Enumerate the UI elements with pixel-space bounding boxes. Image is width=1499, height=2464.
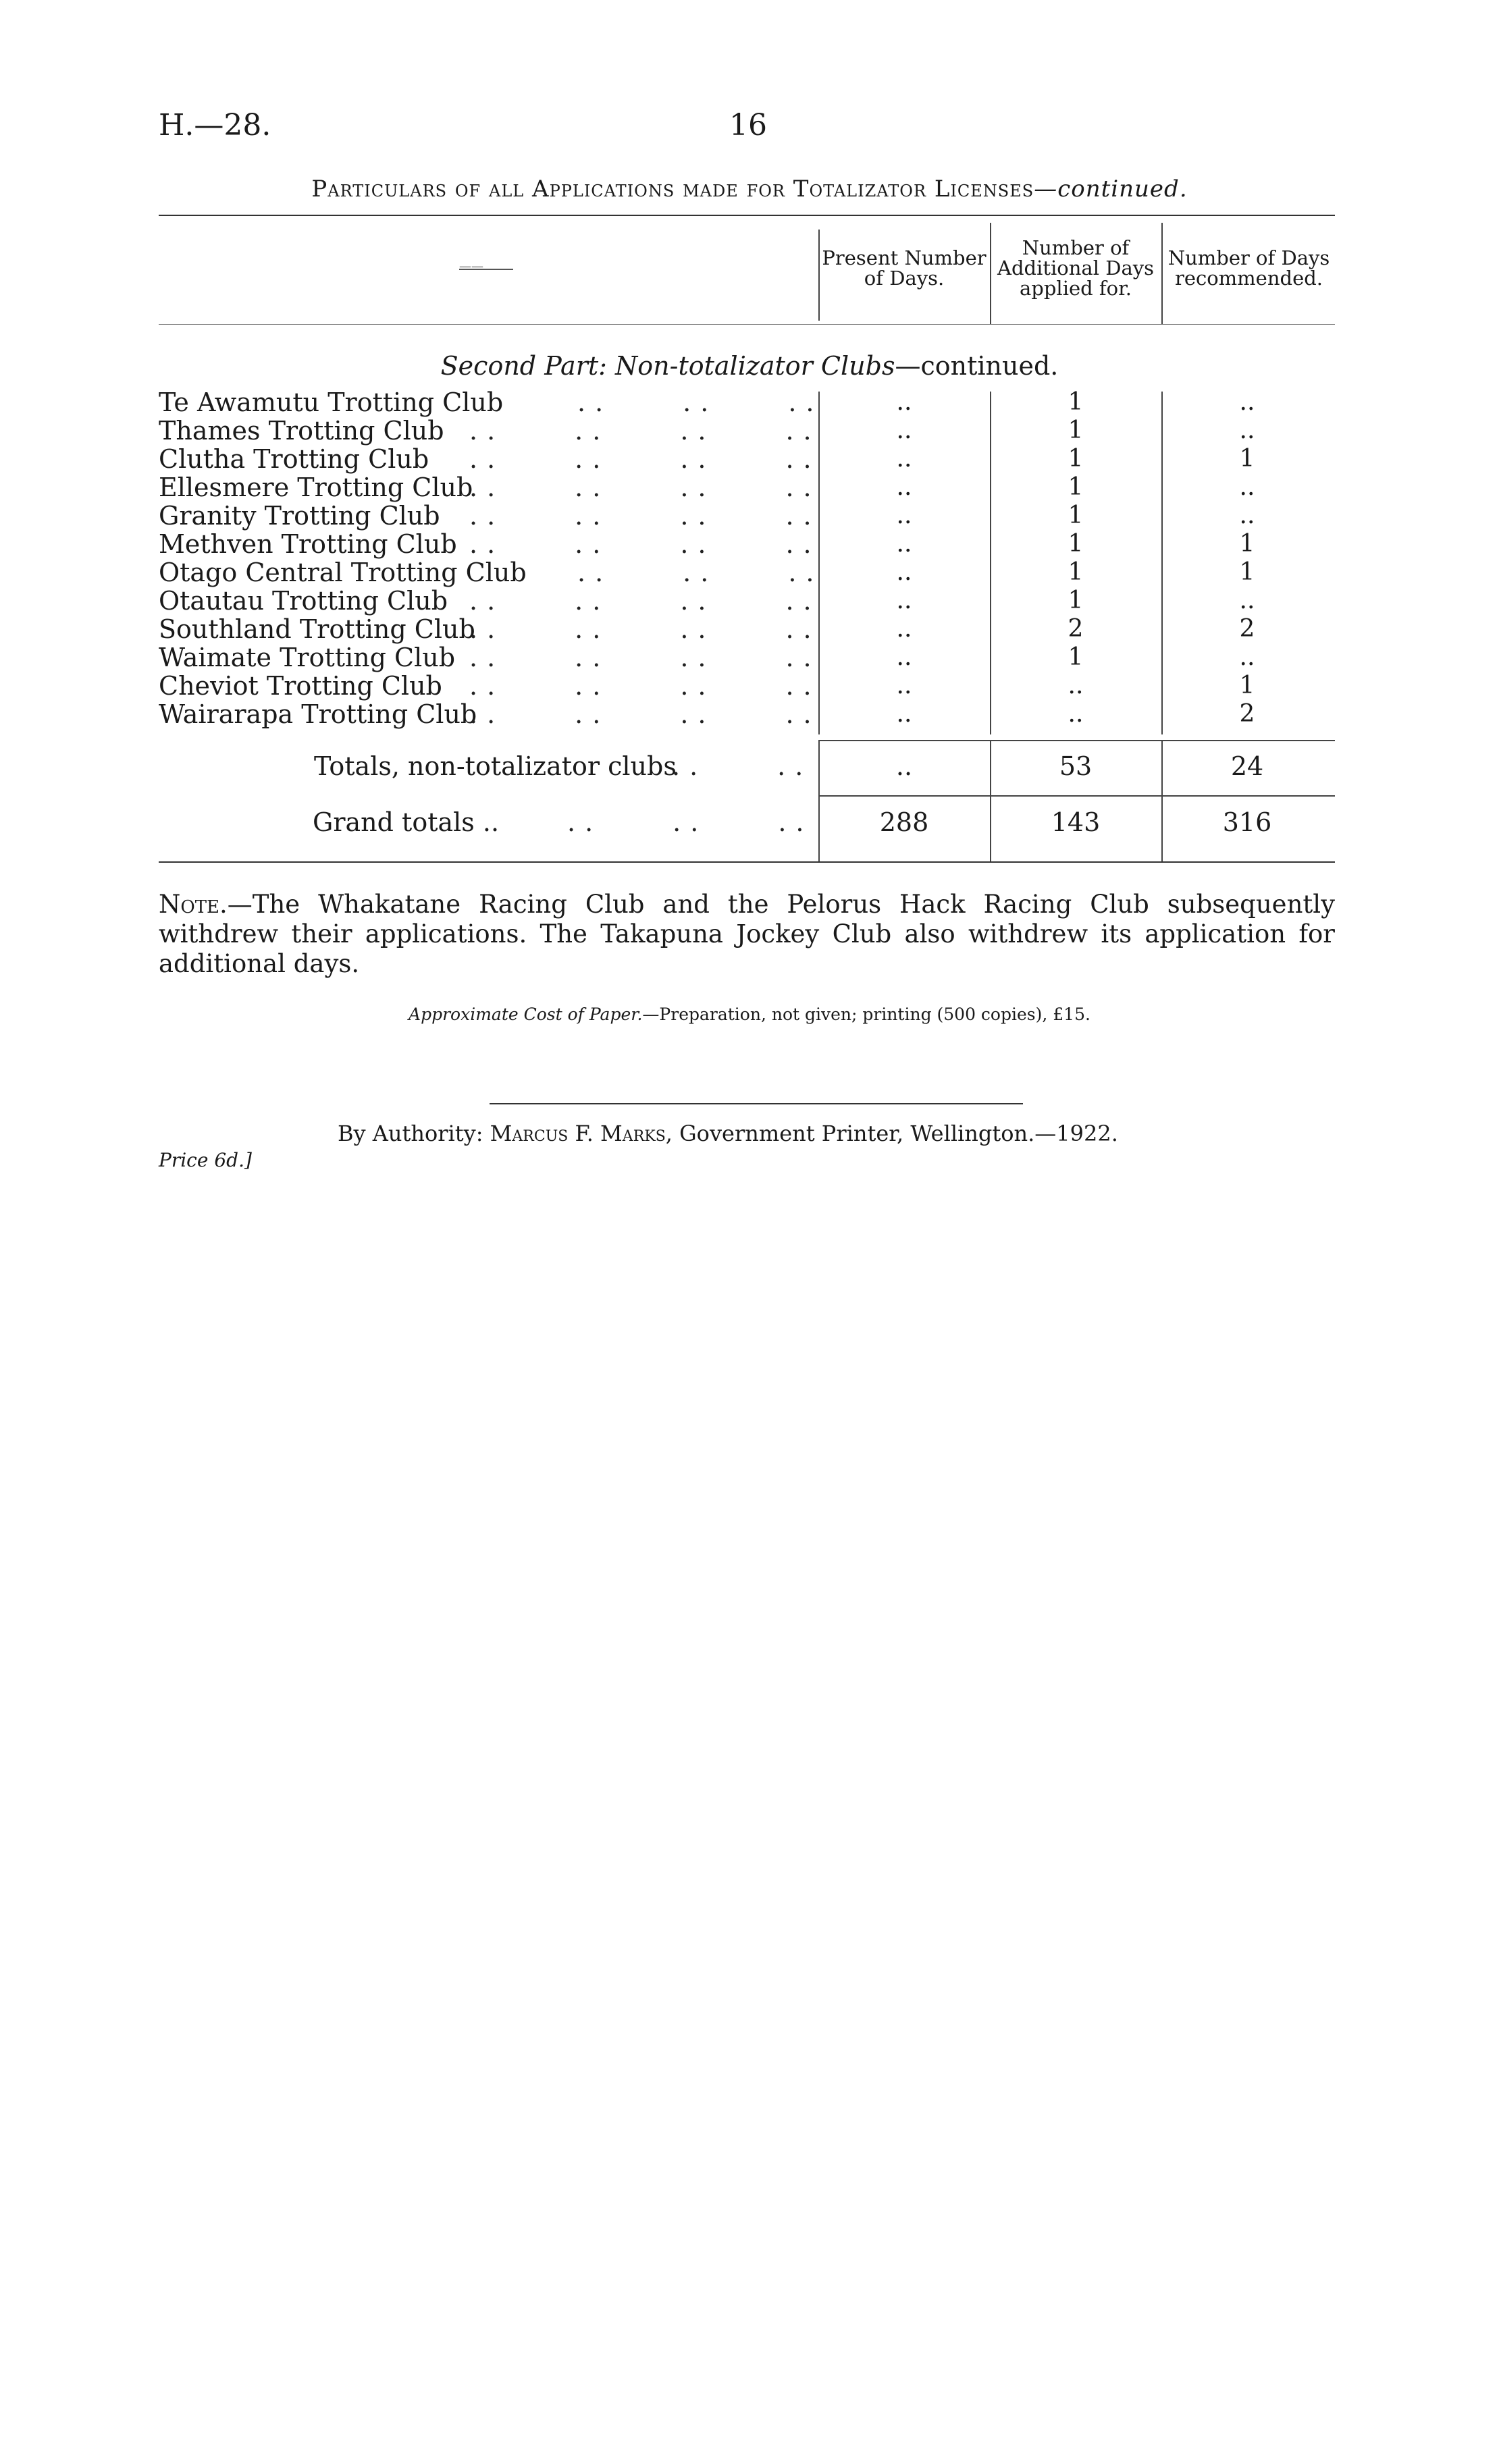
recommended-days: 2 [1239, 700, 1255, 728]
authority-suffix: , Government Printer, Wellington.—1922. [665, 1121, 1118, 1146]
dot-leader: .. .. .. .. [469, 586, 821, 616]
club-name: Thames Trotting Club [159, 416, 444, 446]
note-paragraph [159, 890, 1335, 979]
present-days: .. [896, 502, 912, 529]
present-days: .. [896, 530, 912, 558]
cost-of-paper [0, 1005, 1499, 1024]
grand-present: 288 [879, 807, 929, 837]
present-days: .. [896, 558, 912, 586]
imprint-rule [490, 1103, 1023, 1104]
present-days: .. [896, 417, 912, 444]
dot-leader: .. .. .. .. [469, 501, 821, 531]
column-header-recommended: Number of Days recommended. [1167, 246, 1330, 290]
totals-present: .. [895, 751, 913, 781]
column-header-additional: Number of Additional Days applied for. [997, 236, 1154, 300]
additional-days: 1 [1068, 388, 1084, 416]
present-days: .. [896, 615, 912, 643]
page-number: 16 [729, 108, 767, 142]
note-text: —The Whakatane Racing Club and the Pelorus Hack Racing Club subsequently withdrew their applications. The Takapuna Jockey Club also withdrew its application for additional days. [159, 890, 1335, 978]
dot-leader: .. .. .. .. [469, 529, 821, 559]
dot-leader: .. .. .. .. [469, 699, 821, 729]
authority-prefix: By Authority: [338, 1121, 483, 1146]
section-title-suffix: —continued. [895, 351, 1059, 381]
totals-additional: 53 [1059, 751, 1093, 781]
club-name: Cheviot Trotting Club [159, 671, 442, 701]
present-days: .. [896, 473, 912, 501]
present-days: .. [896, 700, 912, 728]
grand-recommended: 316 [1222, 807, 1272, 837]
section-title-italic: Second Part: Non-totalizator Clubs [440, 351, 895, 381]
table-bottom-rule [159, 861, 1335, 863]
recommended-days: .. [1239, 587, 1255, 614]
recommended-days: 1 [1239, 530, 1255, 558]
club-name: Southland Trotting Club [159, 614, 475, 644]
present-days: .. [896, 587, 912, 614]
totals-recommended: 24 [1230, 751, 1264, 781]
grand-additional: 143 [1051, 807, 1101, 837]
additional-days: .. [1068, 700, 1084, 728]
document-title [0, 176, 1499, 203]
recommended-days: .. [1239, 473, 1255, 501]
additional-days: 1 [1068, 558, 1084, 586]
column-header-present: Present Number of Days. [822, 246, 987, 290]
totals-label: Totals, non-totalizator clubs [314, 751, 677, 781]
additional-days: 1 [1068, 445, 1084, 473]
recommended-days: .. [1239, 643, 1255, 671]
dot-leader: .. .. .. .. [469, 643, 821, 672]
recommended-days: 2 [1239, 615, 1255, 643]
recommended-days: 1 [1239, 558, 1255, 586]
price: Price 6d.] [159, 1149, 252, 1171]
header-bottom-rule [159, 324, 1335, 325]
recommended-days: 1 [1239, 672, 1255, 699]
printer-name: Marcus F. Marks [490, 1121, 666, 1146]
recommended-days: 1 [1239, 445, 1255, 473]
printer-imprint [338, 1121, 1118, 1146]
cost-text: —Preparation, not given; printing (500 copies), £15. [642, 1005, 1090, 1024]
additional-days: 1 [1068, 502, 1084, 529]
note-lead: Note. [159, 890, 228, 919]
present-days: .. [896, 445, 912, 473]
additional-days: 1 [1068, 587, 1084, 614]
dot-leader: .. .. .. .. [469, 614, 821, 644]
dot-leader: .. .. .. .. [469, 444, 821, 474]
additional-days: 1 [1068, 643, 1084, 671]
club-name: Clutha Trotting Club [159, 444, 429, 474]
title-continued: —continued. [1034, 176, 1188, 203]
present-days: .. [896, 388, 912, 416]
dot-leader: .. .. .. [577, 558, 824, 587]
cost-label: Approximate Cost of Paper. [409, 1005, 643, 1024]
additional-days: 1 [1068, 473, 1084, 501]
dot-leader: .. .. [672, 751, 813, 781]
dot-leader: .. .. .. .. [469, 473, 821, 502]
recommended-days: .. [1239, 388, 1255, 416]
additional-days: .. [1068, 672, 1084, 699]
totals-top-rule [818, 740, 1335, 741]
present-days: .. [896, 643, 912, 671]
table-top-rule [159, 215, 1335, 216]
club-name: Wairarapa Trotting Club [159, 699, 477, 729]
dot-leader: .. .. .. .. [469, 671, 821, 701]
dot-leader: .. .. .. [577, 387, 824, 417]
club-name: Waimate Trotting Club [159, 643, 456, 672]
additional-days: 1 [1068, 417, 1084, 444]
recommended-days: .. [1239, 502, 1255, 529]
club-name: Granity Trotting Club [159, 501, 440, 531]
additional-days: 1 [1068, 530, 1084, 558]
club-name: Otago Central Trotting Club [159, 558, 527, 587]
present-days: .. [896, 672, 912, 699]
club-name: Otautau Trotting Club [159, 586, 448, 616]
document-reference: H.—28. [159, 108, 271, 142]
grand-totals-top-rule [818, 795, 1335, 797]
title-main: Particulars of all Applications made for Totalizator Licenses [311, 176, 1034, 203]
section-title [0, 351, 1499, 381]
club-name: Ellesmere Trotting Club [159, 473, 473, 502]
description-column-placeholder-text: —— [459, 259, 483, 273]
dot-leader: .. .. .. [567, 807, 814, 837]
club-name: Te Awamutu Trotting Club [159, 387, 504, 417]
recommended-days: .. [1239, 417, 1255, 444]
additional-days: 2 [1068, 615, 1084, 643]
dot-leader: .. .. .. .. [469, 416, 821, 446]
grand-totals-label: Grand totals .. [313, 807, 500, 837]
club-name: Methven Trotting Club [159, 529, 457, 559]
